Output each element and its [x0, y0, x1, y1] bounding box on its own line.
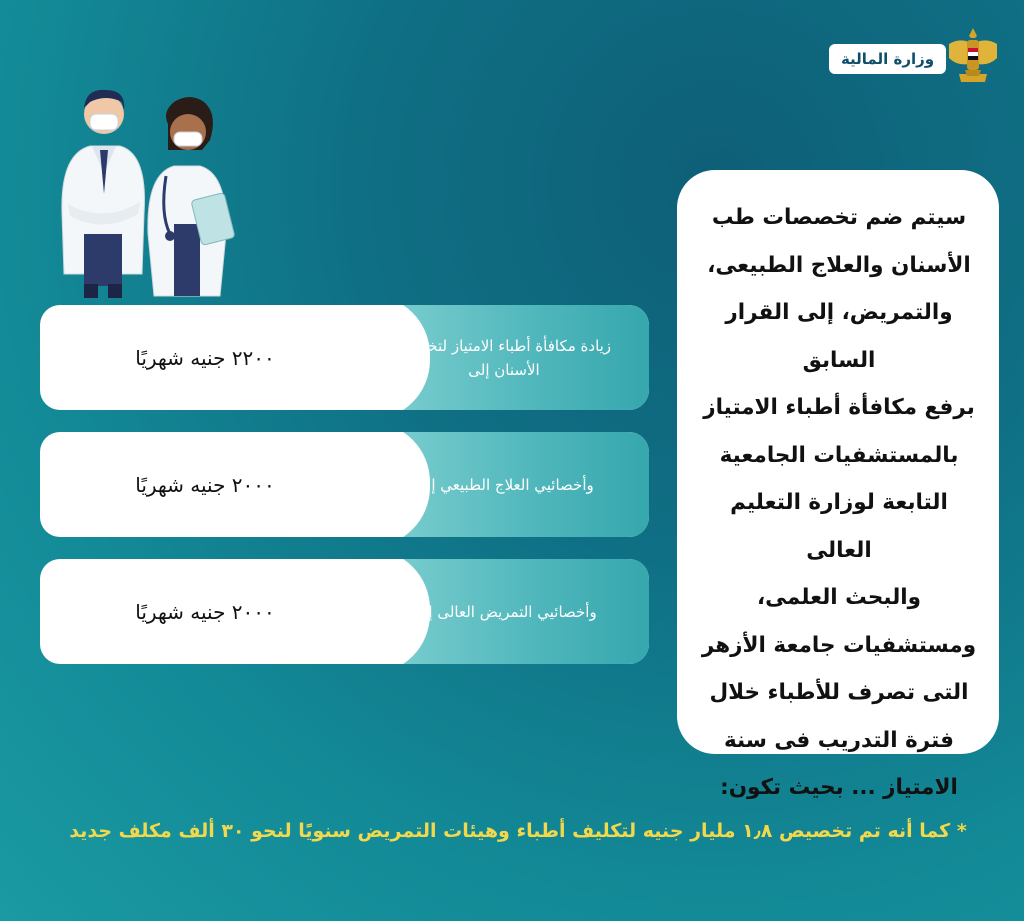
info-text [695, 194, 983, 812]
info-line: والتمريض، إلى القرار السابق [725, 300, 953, 373]
info-line: التى تصرف للأطباء خلال [709, 680, 969, 705]
info-line: فترة التدريب فى سنة [723, 727, 954, 753]
row-label: وأخصائيي التمريض العالى إلى [411, 602, 597, 621]
info-line: برفع مكافأة أطباء الامتياز [703, 395, 975, 420]
ministry-name: وزارة المالية [840, 50, 935, 68]
row-amount: ٢٠٠٠ جنيه شهريًا [135, 599, 275, 624]
info-line: ومستشفيات جامعة الأزهر [701, 632, 977, 658]
row-dentistry [40, 305, 649, 410]
info-line: بالمستشفيات الجامعية [719, 442, 959, 468]
info-line: الأسنان والعلاج الطبيعى، [707, 252, 971, 278]
ministry-logo [829, 44, 946, 74]
row-amount: ٢٠٠٠ جنيه شهريًا [135, 472, 275, 497]
row-physiotherapy [40, 432, 649, 537]
info-line: سيتم ضم تخصصات طب [711, 205, 967, 230]
info-line: التابعة لوزارة التعليم العالى [730, 490, 948, 563]
info-line: الامتياز ... بحيث تكون: [720, 775, 958, 800]
row-label: وأخصائيي العلاج الطبيعي إلى [414, 475, 594, 494]
row-label: زيادة مكافأة أطباء الامتياز لتخصص الأسنان إلى [396, 336, 612, 379]
egypt-eagle-emblem-icon [945, 24, 1001, 94]
row-amount: ٢٢٠٠ جنيه شهريًا [135, 345, 275, 370]
footer-note: * كما أنه تم تخصيص ١٫٨ مليار جنيه لتكليف أطباء وهيئات التمريض سنويًا لنحو ٣٠ ألف مكلف جديد [69, 820, 967, 842]
info-card [677, 170, 999, 800]
info-line: والبحث العلمى، [756, 585, 921, 610]
doctors-illustration-icon [50, 84, 250, 304]
row-nursing [40, 559, 649, 664]
